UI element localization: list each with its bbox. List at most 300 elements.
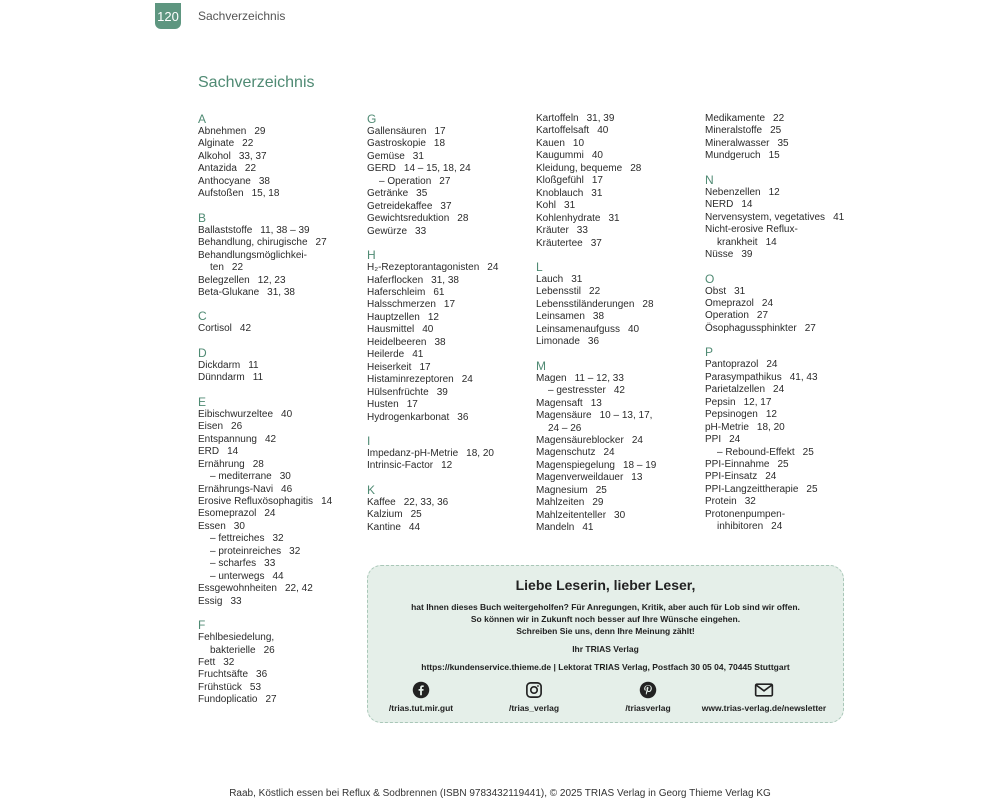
index-term: Kaffee: [367, 496, 396, 508]
index-entry: [198, 188, 358, 200]
index-pages: 30: [279, 471, 291, 483]
index-entry: [705, 199, 865, 211]
index-pages: 28: [457, 213, 469, 225]
index-pages: 40: [422, 324, 434, 336]
index-entry: [367, 497, 527, 509]
index-entry: [198, 645, 358, 657]
index-pages: 25: [806, 483, 818, 495]
index-entry: [198, 225, 358, 237]
index-entry: [705, 224, 865, 236]
index-entry: [705, 359, 865, 371]
index-letter: L: [536, 259, 543, 274]
reader-box-signature: Ihr TRIAS Verlag: [572, 644, 639, 654]
index-term: Leinsamenaufguss: [536, 323, 620, 335]
index-group: [367, 435, 527, 473]
index-pages: 35: [416, 188, 428, 200]
index-pages: 61: [433, 286, 445, 298]
index-pages: 25: [595, 484, 607, 496]
index-entry: [198, 583, 358, 595]
index-pages: 31: [412, 150, 424, 162]
index-entry: [367, 509, 527, 521]
index-pages: 40: [627, 323, 640, 335]
index-pages: 31: [608, 212, 620, 224]
index-term: Nebenzellen: [705, 186, 761, 198]
index-entry: [198, 275, 358, 287]
index-pages: 12: [427, 311, 439, 323]
index-entry: [536, 336, 696, 348]
index-group: [705, 174, 865, 262]
index-pages: 30: [233, 520, 245, 532]
index-letter: K: [367, 482, 376, 497]
index-letter: C: [198, 309, 207, 324]
index-entry: [536, 150, 696, 162]
index-term: Essgewohnheiten: [198, 583, 277, 595]
index-term: Alkohol: [198, 150, 231, 162]
index-term: Protein: [705, 496, 737, 508]
index-pages: 12: [768, 186, 780, 198]
index-letter: G: [367, 112, 377, 126]
index-term: Hülsenfrüchte: [367, 386, 429, 398]
index-pages: 25: [777, 458, 789, 470]
index-entry: [705, 459, 865, 471]
index-entry: [198, 558, 358, 570]
index-entry: [705, 471, 865, 483]
index-pages: 11, 38 – 39: [260, 224, 310, 236]
instagram-link[interactable]: [504, 681, 564, 713]
index-pages: 28: [642, 298, 654, 310]
index-letter: I: [367, 433, 371, 448]
index-entry: [367, 399, 527, 411]
index-term: Ernährungs-Navi: [198, 483, 274, 495]
index-group: [367, 113, 527, 238]
index-term: Kalzium: [367, 509, 403, 521]
index-entry: [705, 496, 865, 508]
index-term: Protonenpumpen-: [705, 508, 786, 520]
index-pages: 44: [408, 521, 421, 533]
index-letter: F: [198, 618, 206, 633]
index-pages: 36: [256, 669, 268, 681]
index-entry: [198, 546, 358, 558]
index-entry: [198, 237, 358, 249]
index-pages: 32: [289, 545, 301, 557]
index-term: Hydrogenkarbonat: [367, 411, 450, 423]
index-term: Mineralstoffe: [705, 125, 763, 137]
index-pages: 33: [264, 558, 276, 570]
index-group: [705, 113, 865, 163]
index-entry: [198, 323, 358, 335]
index-term: Kohlenhydrate: [536, 212, 601, 224]
index-group: [198, 310, 358, 335]
index-term: Nervensystem, vegetatives: [705, 211, 826, 223]
index-entry: [198, 287, 358, 299]
index-entry: [536, 311, 696, 323]
index-term: Magensäureblocker: [536, 434, 624, 446]
reader-box-text: Schreiben Sie uns, denn Ihre Meinung zählt!: [516, 626, 695, 636]
index-entry: [705, 484, 865, 496]
index-pages: 22, 33, 36: [403, 496, 449, 508]
index-term: Alginate: [198, 138, 235, 150]
index-pages: 33: [576, 225, 588, 237]
index-entry: [536, 522, 696, 534]
index-term: Hausmittel: [367, 324, 415, 336]
pinterest-icon: [639, 681, 657, 699]
index-group: [536, 360, 696, 535]
index-term: bakterielle: [210, 644, 256, 656]
index-column-2: [367, 113, 527, 545]
instagram-label: /trias_verlag: [508, 703, 560, 713]
index-entry: [367, 226, 527, 238]
index-term: Frühstück: [198, 681, 242, 693]
index-letter: H: [367, 248, 376, 263]
index-term: Magen: [536, 372, 567, 384]
index-entry: [198, 421, 358, 433]
index-entry: [536, 447, 696, 459]
index-term: Obst: [705, 285, 727, 297]
index-letter: M: [536, 358, 546, 373]
index-pages: 24: [631, 434, 643, 446]
index-entry: [198, 434, 358, 446]
index-entry: [536, 125, 696, 137]
index-term: Husten: [367, 399, 399, 411]
index-term: Dickdarm: [198, 359, 241, 371]
index-entry: [198, 176, 358, 188]
index-pages: 12, 17: [743, 396, 772, 408]
page-title: Sachverzeichnis: [198, 74, 315, 91]
index-entry: [367, 460, 527, 472]
index-pages: 30: [614, 509, 626, 521]
index-term: Ballaststoffe: [198, 224, 253, 236]
index-pages: 24: [729, 434, 741, 446]
newsletter-link[interactable]: [694, 681, 834, 713]
index-pages: 32: [223, 656, 235, 668]
index-term: Lebensstil: [536, 286, 582, 298]
index-pages: 38: [258, 175, 270, 187]
index-entry: [198, 372, 358, 384]
index-pages: 18, 20: [466, 447, 494, 459]
index-term: 24 – 26: [548, 422, 582, 434]
index-entry: [536, 385, 696, 397]
index-pages: 25: [802, 446, 814, 458]
index-term: Fundoplicatio: [198, 694, 258, 706]
index-entry: [198, 250, 358, 262]
index-entry: [198, 657, 358, 669]
index-pages: 26: [263, 644, 275, 656]
index-entry: [705, 384, 865, 396]
index-pages: 28: [252, 458, 264, 470]
index-entry: [367, 387, 527, 399]
index-entry: [536, 238, 696, 250]
index-entry: [705, 509, 865, 521]
index-pages: 15: [768, 150, 780, 162]
index-entry: [705, 249, 865, 261]
index-term: Nüsse: [705, 249, 734, 261]
index-term: Magnesium: [536, 484, 588, 496]
index-pages: 39: [436, 386, 448, 398]
index-pages: 28: [630, 162, 642, 174]
index-entry: [198, 533, 358, 545]
index-pages: 41: [833, 211, 845, 223]
index-pages: 36: [457, 411, 469, 423]
index-pages: 15, 18: [251, 188, 280, 200]
index-entry: [198, 694, 358, 706]
index-term: – mediterrane: [210, 471, 272, 483]
index-pages: 11: [248, 359, 259, 371]
page-number: 120: [155, 3, 181, 29]
index-pages: 24: [766, 359, 778, 371]
index-pages: 24: [761, 297, 774, 309]
index-term: Aufstoßen: [198, 188, 244, 200]
facebook-link[interactable]: [388, 681, 454, 713]
index-term: Antazida: [198, 163, 237, 175]
index-term: – gestresster: [548, 385, 606, 397]
index-term: Kräuter: [536, 225, 569, 237]
index-term: Mahlzeitenteller: [536, 509, 607, 521]
index-entry: [705, 150, 865, 162]
index-term: Pantoprazol: [705, 359, 759, 371]
index-entry: [198, 508, 358, 520]
index-term: Esomeprazol: [198, 508, 257, 520]
index-term: Fehlbesiedelung,: [198, 632, 275, 644]
index-entry: [367, 312, 527, 324]
index-entry: [705, 323, 865, 335]
reader-box-contact[interactable]: https://kundenservice.thieme.de | Lektorat TRIAS Verlag, Postfach 30 05 04, 70445 Stuttgart: [421, 662, 790, 672]
index-pages: 35: [777, 137, 789, 149]
index-pages: 36: [587, 336, 600, 348]
index-term: Intrinsic-Factor: [367, 460, 434, 472]
index-term: Belegzellen: [198, 274, 250, 286]
index-entry: [198, 596, 358, 608]
index-entry: [536, 398, 696, 410]
index-term: Getreidekaffee: [367, 200, 433, 212]
index-entry: [536, 175, 696, 187]
index-term: – scharfes: [210, 558, 257, 570]
index-entry: [198, 471, 358, 483]
pinterest-label: /triasverlag: [625, 703, 671, 713]
index-entry: [705, 372, 865, 384]
index-term: Limonade: [536, 336, 580, 348]
index-entry: [367, 287, 527, 299]
index-pages: 40: [597, 125, 609, 137]
index-entry: [705, 521, 865, 533]
index-term: Kartoffelsaft: [536, 125, 590, 137]
index-pages: 53: [249, 681, 262, 693]
index-entry: [198, 571, 358, 583]
index-entry: [198, 496, 358, 508]
index-entry: [367, 213, 527, 225]
index-term: Operation: [705, 310, 749, 322]
index-pages: 40: [591, 150, 603, 162]
index-term: Kartoffeln: [536, 113, 579, 124]
index-entry: [198, 409, 358, 421]
facebook-label: /trias.tut.mir.gut: [388, 703, 454, 713]
index-entry: [367, 262, 527, 274]
index-term: – unterwegs: [210, 570, 265, 582]
index-term: GERD: [367, 163, 396, 175]
index-term: H₂-Rezeptorantagonisten: [367, 262, 480, 274]
index-term: Lebensstiländerungen: [536, 298, 635, 310]
index-term: – Operation: [379, 175, 432, 187]
index-entry: [705, 286, 865, 298]
running-title: Sachverzeichnis: [198, 9, 286, 23]
index-group: [198, 396, 358, 608]
reader-box-text: So können wir in Zukunft noch besser auf Ihre Wünsche eingehen.: [470, 614, 741, 624]
index-term: Histaminrezeptoren: [367, 374, 454, 386]
index-entry: [367, 151, 527, 163]
index-term: Leinsamen: [536, 311, 585, 323]
index-pages: 31, 38: [431, 274, 459, 286]
index-group: [536, 261, 696, 349]
index-entry: [536, 274, 696, 286]
index-group: [198, 347, 358, 385]
index-pages: 31: [564, 200, 576, 212]
index-entry: [198, 521, 358, 533]
index-pages: 11: [252, 372, 264, 384]
index-pages: 24: [603, 447, 615, 459]
index-pages: 41: [582, 522, 594, 534]
index-pages: 25: [770, 125, 782, 137]
index-entry: [536, 472, 696, 484]
index-term: Magenschutz: [536, 447, 596, 459]
index-pages: 29: [254, 126, 266, 137]
index-pages: 22: [242, 138, 254, 150]
index-entry: [705, 187, 865, 199]
index-term: Kauen: [536, 137, 565, 149]
index-column-4: [705, 113, 865, 545]
footer-citation: Raab, Köstlich essen bei Reflux & Sodbrennen (ISBN 9783432119441), © 2025 TRIAS Verlag in Georg Thieme Verlag KG: [229, 788, 771, 799]
index-pages: 18 – 19: [622, 459, 657, 471]
index-group: [536, 113, 696, 250]
index-letter: B: [198, 210, 207, 225]
index-pages: 25: [410, 509, 422, 521]
index-letter: A: [198, 112, 207, 126]
index-pages: 12: [441, 460, 453, 472]
index-pages: 27: [265, 694, 277, 706]
index-entry: [367, 374, 527, 386]
index-letter: E: [198, 394, 207, 409]
index-term: Kräutertee: [536, 237, 583, 249]
index-pages: 37: [440, 200, 452, 212]
index-pages: 32: [272, 533, 284, 545]
index-term: Omeprazol: [705, 297, 754, 309]
index-term: Kaugummi: [536, 150, 584, 162]
index-pages: 10 – 13, 17,: [599, 410, 653, 422]
index-pages: 24: [487, 262, 499, 274]
index-term: Essig: [198, 595, 223, 607]
index-entry: [536, 200, 696, 212]
index-term: krankheit: [717, 236, 758, 248]
index-term: Kloßgefühl: [536, 175, 584, 187]
index-letter: P: [705, 345, 714, 360]
index-entry: [198, 446, 358, 458]
index-group: [367, 484, 527, 534]
index-pages: 33: [415, 225, 427, 237]
index-term: Heiserkeit: [367, 361, 412, 373]
index-pages: 33: [230, 595, 242, 607]
index-pages: 31: [571, 273, 583, 285]
index-entry: [536, 497, 696, 509]
index-entry: [367, 349, 527, 361]
index-entry: [536, 213, 696, 225]
index-pages: 31: [734, 285, 746, 297]
index-pages: 10: [572, 137, 585, 149]
index-entry: [198, 151, 358, 163]
index-term: Mineralwasser: [705, 137, 770, 149]
index-term: Mundgeruch: [705, 150, 761, 162]
index-term: Hauptzellen: [367, 311, 420, 323]
index-term: pH-Metrie: [705, 421, 749, 433]
index-column-3: [536, 113, 696, 546]
index-term: Kleidung, bequeme: [536, 162, 623, 174]
index-pages: 42: [239, 323, 252, 335]
index-entry: [367, 126, 527, 138]
index-pages: 12: [765, 409, 777, 421]
index-entry: [536, 286, 696, 298]
index-term: Ösophagussphinkter: [705, 322, 797, 334]
index-term: – proteinreiches: [210, 545, 282, 557]
index-pages: 24: [771, 521, 783, 533]
index-term: inhibitoren: [717, 521, 764, 533]
index-term: Medikamente: [705, 113, 766, 124]
index-term: Pepsin: [705, 396, 736, 408]
index-pages: 39: [741, 249, 753, 261]
index-pages: 24: [264, 508, 276, 520]
index-term: Kohl: [536, 200, 557, 212]
index-entry: [536, 485, 696, 497]
index-pages: 42: [264, 433, 277, 445]
index-pages: 14: [741, 199, 753, 211]
index-entry: [536, 373, 696, 385]
index-entry: [536, 188, 696, 200]
index-pages: 17: [591, 175, 603, 187]
index-pages: 38: [434, 336, 446, 348]
index-entry: [198, 126, 358, 138]
index-term: – fettreiches: [210, 533, 265, 545]
mail-icon: [754, 681, 774, 699]
newsletter-label: www.trias-verlag.de/newsletter: [701, 703, 827, 713]
index-term: Gallensäuren: [367, 126, 427, 137]
pinterest-link[interactable]: [618, 681, 678, 713]
index-term: ten: [210, 262, 224, 274]
index-term: Beta-Glukane: [198, 286, 260, 298]
index-entry: [367, 163, 527, 175]
index-entry: [198, 360, 358, 372]
index-term: Heidelbeeren: [367, 336, 427, 348]
index-entry: [367, 201, 527, 213]
index-entry: [705, 434, 865, 446]
index-term: PPI: [705, 434, 722, 446]
index-entry: [198, 669, 358, 681]
index-pages: 14: [227, 446, 239, 458]
index-term: – Rebound-Effekt: [717, 446, 795, 458]
index-pages: 11 – 12, 33: [574, 372, 624, 384]
index-pages: 24: [461, 374, 473, 386]
index-pages: 17: [419, 361, 431, 373]
index-entry: [536, 225, 696, 237]
index-term: Fruchtsäfte: [198, 669, 249, 681]
index-term: Dünndarm: [198, 372, 245, 384]
index-pages: 46: [281, 483, 293, 495]
index-term: Mahlzeiten: [536, 497, 585, 509]
index-pages: 27: [439, 175, 451, 187]
index-entry: [536, 113, 696, 125]
index-term: Abnehmen: [198, 126, 247, 137]
index-pages: 13: [590, 397, 602, 409]
index-pages: 14: [765, 236, 777, 248]
index-pages: 44: [272, 570, 284, 582]
index-entry: [198, 163, 358, 175]
index-term: Pepsinogen: [705, 409, 758, 421]
index-entry: [367, 138, 527, 150]
